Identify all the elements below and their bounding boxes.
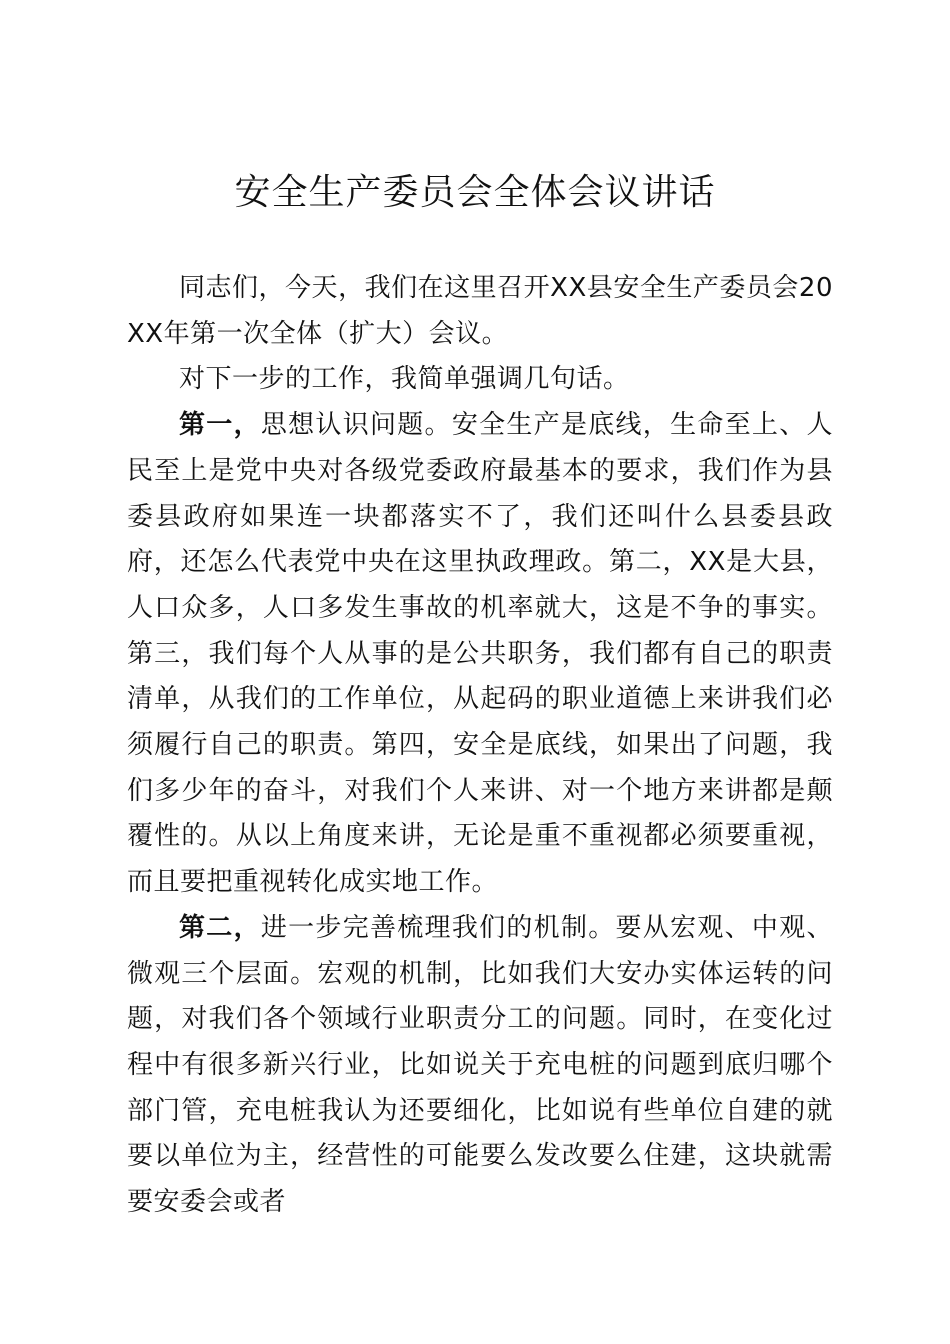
document-body <box>127 266 833 1226</box>
document-title: 安全生产委员会全体会议讲话 <box>234 172 716 213</box>
paragraph-intro <box>127 357 833 403</box>
paragraph-lead-bold: 第一， <box>179 410 261 441</box>
paragraph-text: 对下一步的工作，我简单强调几句话。 <box>179 364 630 395</box>
paragraph-text: 同志们，今天，我们在这里召开XX县安全生产委员会20XX年第一次全体（扩大）会议。 <box>127 273 833 349</box>
paragraph-opening <box>127 266 833 357</box>
paragraph-point-one <box>127 403 833 906</box>
paragraph-lead-bold: 第二， <box>179 912 261 943</box>
paragraph-point-two <box>127 906 833 1226</box>
paragraph-text: 进一步完善梳理我们的机制。要从宏观、中观、微观三个层面。宏观的机制，比如我们大安办实体运转的问题，对我们各个领域行业职责分工的问题。同时，在变化过程中有很多新兴行业，比如说关于充电桩的问题到底归哪个部门管，充电桩我认为还要细化，比如说有些单位自建的就要以单位为主，经营性的可能要么发改要么住建，这块就需要安委会或者 <box>127 912 833 1218</box>
paragraph-text: 思想认识问题。安全生产是底线，生命至上、人民至上是党中央对各级党委政府最基本的要求，我们作为县委县政府如果连一块都落实不了，我们还叫什么县委县政府，还怎么代表党中央在这里执政理政。第二，XX是大县，人口众多，人口多发生事故的机率就大，这是不争的事实。第三，我们每个人从事的是公共职务，我们都有自己的职责清单，从我们的工作单位，从起码的职业道德上来讲我们必须履行自己的职责。第四，安全是底线，如果出了问题，我们多少年的奋斗，对我们个人来讲、对一个地方来讲都是颠覆性的。从以上角度来讲，无论是重不重视都必须要重视，而且要把重视转化成实地工作。 <box>127 410 833 898</box>
